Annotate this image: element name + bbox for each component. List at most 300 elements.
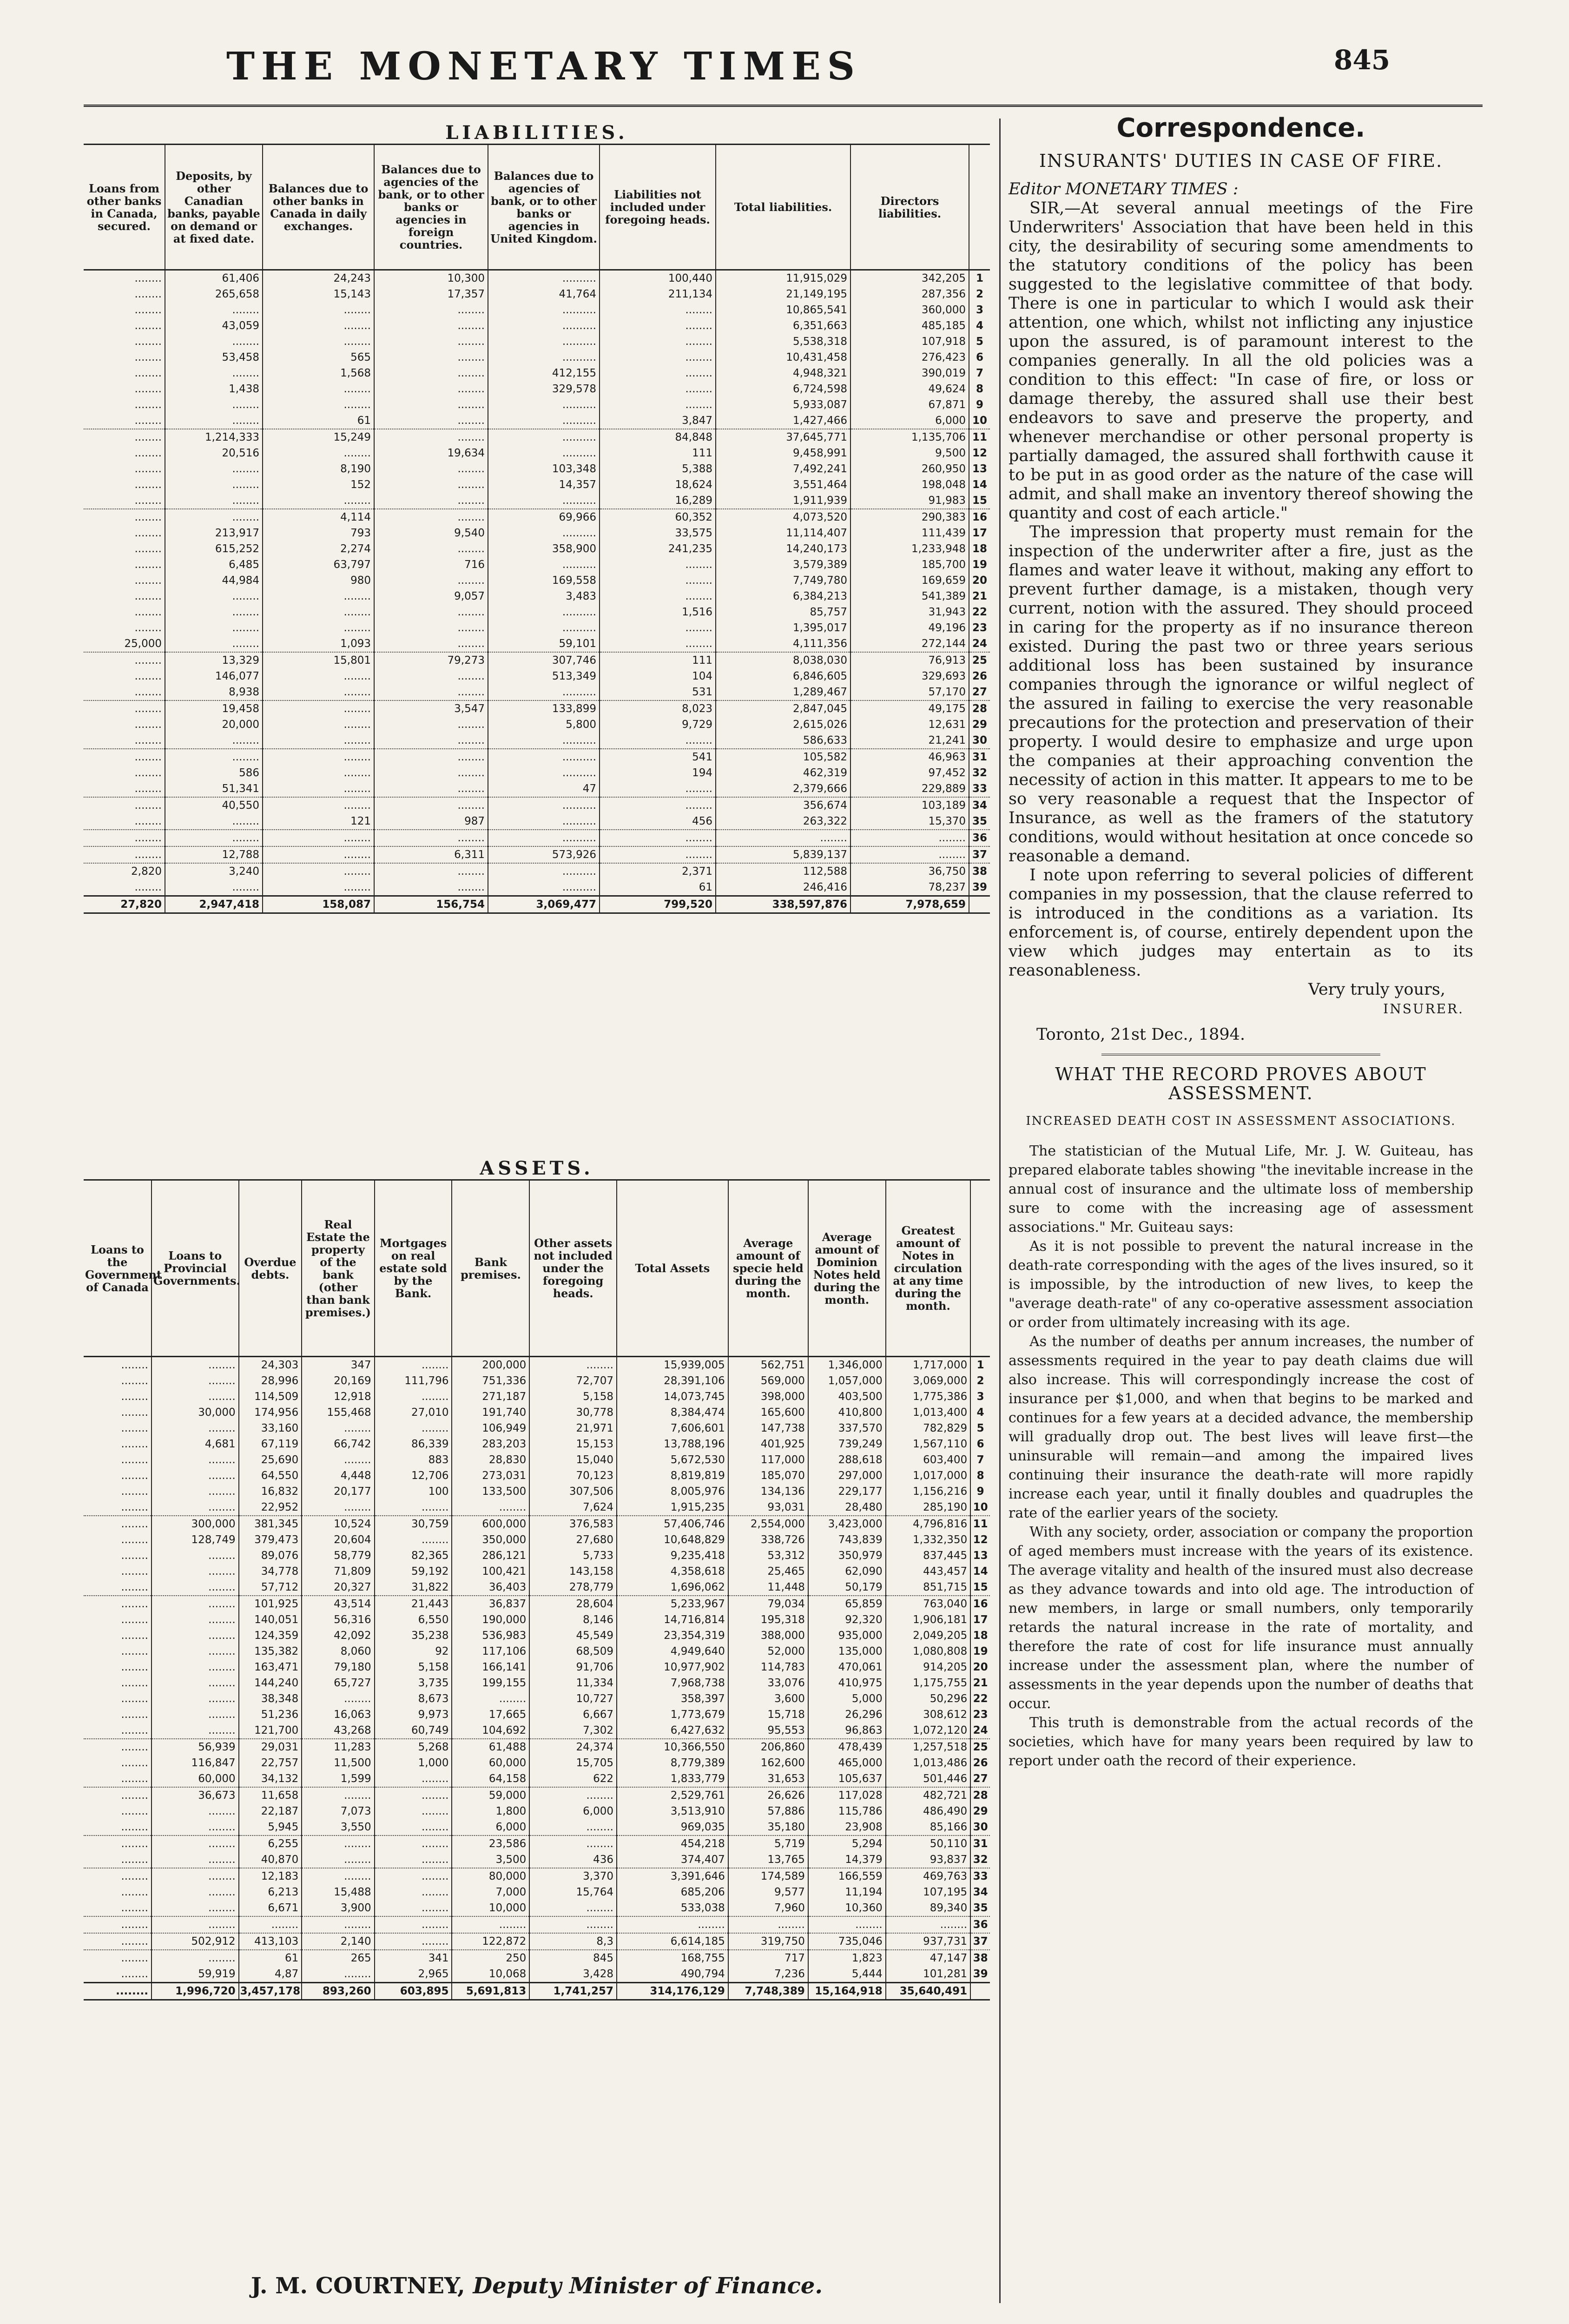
table-cell: 103,189 — [850, 797, 969, 813]
table-cell: 851,715 — [886, 1579, 970, 1596]
table-cell: ........ — [600, 318, 716, 334]
table-cell: 111,796 — [375, 1373, 452, 1389]
total-cell: 1,996,720 — [152, 1983, 239, 2000]
row-number: 13 — [970, 1548, 990, 1564]
table-cell: 329,693 — [850, 668, 969, 684]
article-title: WHAT THE RECORD PROVES ABOUT ASSESSMENT. — [1055, 1064, 1427, 1103]
table-cell: ........ — [374, 365, 488, 381]
table-cell: ........ — [152, 1852, 239, 1868]
table-row — [84, 493, 990, 509]
table-cell: ........ — [121, 1902, 148, 1914]
table-cell: 3,391,646 — [617, 1868, 728, 1884]
table-cell: 49,175 — [850, 700, 969, 717]
table-cell: ........ — [134, 527, 162, 539]
table-row — [84, 1868, 990, 1884]
table-cell: 356,674 — [716, 797, 850, 813]
table-row — [84, 1933, 990, 1950]
table-cell: 15,143 — [263, 286, 374, 302]
table-cell: 42,092 — [302, 1628, 374, 1644]
footer-name: J. M. COURTNEY, — [251, 2273, 465, 2299]
table-cell: 501,446 — [886, 1771, 970, 1787]
table-row — [84, 1723, 990, 1739]
table-cell: 213,917 — [165, 525, 263, 541]
assets-column-header: Overdue debts. — [239, 1180, 302, 1357]
table-cell: 169,659 — [850, 573, 969, 588]
table-row — [84, 1884, 990, 1900]
liabilities-column-header: Balances due to agencies of bank, or to other banks or agencies in United Kingdom. — [488, 145, 600, 270]
table-cell: 9,057 — [374, 588, 488, 604]
total-cell: 3,069,477 — [488, 896, 600, 913]
table-cell: 111,439 — [850, 525, 969, 541]
table-cell: ........ — [121, 1693, 148, 1705]
assets-column-header: Average amount of specie held during the month. — [728, 1180, 808, 1357]
row-number: 25 — [970, 1739, 990, 1755]
table-row — [84, 1484, 990, 1499]
table-cell: ........ — [374, 397, 488, 413]
table-cell: ........ — [134, 399, 162, 411]
table-row — [84, 620, 990, 636]
table-cell: 68,509 — [529, 1644, 617, 1659]
table-cell: 79,180 — [302, 1659, 374, 1675]
table-cell: 33,575 — [600, 525, 716, 541]
table-cell: 101,281 — [886, 1966, 970, 1983]
table-cell: ........ — [263, 700, 374, 717]
row-number: 6 — [970, 1436, 990, 1452]
table-cell: 29,031 — [239, 1739, 302, 1755]
table-cell: 43,268 — [302, 1723, 374, 1739]
table-cell: 85,166 — [886, 1819, 970, 1835]
table-cell: 10,977,902 — [617, 1659, 728, 1675]
table-cell: 6,614,185 — [617, 1933, 728, 1950]
table-cell: 105,637 — [808, 1771, 886, 1787]
table-cell: ........ — [134, 719, 162, 731]
table-cell: 79,034 — [728, 1596, 808, 1612]
table-cell: .......... — [488, 270, 600, 287]
table-cell: 24,374 — [529, 1739, 617, 1755]
table-cell: ........ — [84, 1596, 152, 1612]
table-cell: 1,800 — [452, 1803, 529, 1819]
table-cell: 5,945 — [239, 1819, 302, 1835]
table-cell: 5,000 — [808, 1691, 886, 1707]
table-row — [84, 684, 990, 700]
table-cell: ........ — [121, 1422, 148, 1434]
table-cell: ........ — [263, 749, 374, 765]
table-cell: ........ — [165, 879, 263, 896]
table-cell: 288,618 — [808, 1452, 886, 1468]
total-cell: 15,164,918 — [808, 1983, 886, 2000]
table-cell: 117,106 — [452, 1644, 529, 1659]
table-cell: 5,233,967 — [617, 1596, 728, 1612]
table-cell: ........ — [302, 1499, 374, 1516]
table-cell: 155,468 — [302, 1405, 374, 1420]
table-cell: ........ — [152, 1707, 239, 1723]
table-cell: 10,524 — [302, 1516, 374, 1532]
row-number: 23 — [970, 1707, 990, 1723]
row-number: 13 — [969, 461, 990, 477]
table-row — [84, 1659, 990, 1675]
table-cell: ........ — [134, 686, 162, 698]
assets-column-header: Total Assets — [617, 1180, 728, 1357]
table-cell: 6,000 — [452, 1819, 529, 1835]
table-cell: ........ — [84, 509, 165, 525]
row-number: 24 — [970, 1723, 990, 1739]
footer-title: Deputy Minister of Finance. — [473, 2273, 823, 2299]
table-cell: ........ — [84, 1950, 152, 1966]
row-number: 21 — [970, 1675, 990, 1691]
table-cell: ........ — [165, 749, 263, 765]
table-cell: 338,726 — [728, 1532, 808, 1548]
table-cell: 11,194 — [808, 1884, 886, 1900]
table-cell: 10,648,829 — [617, 1532, 728, 1548]
table-cell: 107,918 — [850, 334, 969, 350]
table-cell: 8,146 — [529, 1612, 617, 1628]
row-number: 16 — [969, 509, 990, 525]
table-cell: 3,500 — [452, 1852, 529, 1868]
table-cell: ........ — [121, 1724, 148, 1736]
table-cell: 485,185 — [850, 318, 969, 334]
table-cell: ........ — [375, 1916, 452, 1933]
table-cell: 573,926 — [488, 846, 600, 863]
table-row — [84, 445, 990, 461]
row-number: 4 — [970, 1405, 990, 1420]
table-cell: ........ — [121, 1550, 148, 1562]
table-cell: ........ — [152, 1819, 239, 1835]
table-cell: 86,339 — [375, 1436, 452, 1452]
total-cell: 7,978,659 — [850, 896, 969, 913]
table-cell: 194 — [600, 765, 716, 781]
table-cell: 69,966 — [488, 509, 600, 525]
table-row — [84, 1499, 990, 1516]
table-row — [84, 863, 990, 879]
table-cell: 376,583 — [529, 1516, 617, 1532]
table-cell: 11,114,407 — [716, 525, 850, 541]
table-cell: 465,000 — [808, 1755, 886, 1771]
table-row — [84, 733, 990, 749]
table-cell: 40,550 — [165, 797, 263, 813]
table-cell: 5,800 — [488, 717, 600, 733]
row-number: 7 — [969, 365, 990, 381]
table-cell: 57,712 — [239, 1579, 302, 1596]
table-cell: 6,671 — [239, 1900, 302, 1916]
table-cell: 174,589 — [728, 1868, 808, 1884]
correspondence-heading: Correspondence. — [1116, 113, 1365, 143]
table-cell: 793 — [263, 525, 374, 541]
table-cell: ........ — [263, 781, 374, 797]
table-cell: 250 — [452, 1950, 529, 1966]
table-cell: 106,949 — [452, 1420, 529, 1436]
table-cell: 61 — [263, 413, 374, 429]
table-cell: ........ — [84, 429, 165, 445]
table-cell: 10,000 — [452, 1900, 529, 1916]
table-row — [84, 286, 990, 302]
table-cell: 60,000 — [452, 1755, 529, 1771]
table-cell: ........ — [121, 1661, 148, 1673]
table-cell: ........ — [600, 381, 716, 397]
row-number: 22 — [969, 604, 990, 620]
table-cell: ........ — [263, 620, 374, 636]
row-number: 12 — [969, 445, 990, 461]
liabilities-column-header: Balances due to other banks in Canada in daily exchanges. — [263, 145, 374, 270]
table-cell: ........ — [165, 588, 263, 604]
table-cell: ........ — [121, 1534, 148, 1546]
table-cell: 482,721 — [886, 1787, 970, 1803]
table-cell: 1,911,939 — [716, 493, 850, 509]
table-cell: ........ — [121, 1805, 148, 1817]
table-cell: 60,000 — [152, 1771, 239, 1787]
table-cell: 490,794 — [617, 1966, 728, 1983]
table-row — [84, 1755, 990, 1771]
table-cell: ........ — [152, 1357, 239, 1373]
table-cell: 5,388 — [600, 461, 716, 477]
table-cell: ........ — [84, 830, 165, 846]
table-cell: 195,318 — [728, 1612, 808, 1628]
table-cell: ........ — [165, 733, 263, 749]
table-cell: 443,457 — [886, 1564, 970, 1579]
table-row — [84, 830, 990, 846]
table-cell: 50,296 — [886, 1691, 970, 1707]
table-cell: 8,005,976 — [617, 1484, 728, 1499]
table-cell: 38,348 — [239, 1691, 302, 1707]
table-cell: 49,624 — [850, 381, 969, 397]
table-row — [84, 781, 990, 797]
table-cell: 34,132 — [239, 1771, 302, 1787]
assets-table — [84, 1179, 990, 2000]
table-cell: ........ — [600, 588, 716, 604]
liabilities-column-header: Directors liabilities. — [850, 145, 969, 270]
table-cell: 565 — [263, 350, 374, 365]
assets-column-header: Average amount of Dominion Notes held during the month. — [808, 1180, 886, 1357]
row-number: 38 — [970, 1950, 990, 1966]
table-cell: 6,255 — [239, 1835, 302, 1852]
table-cell: ........ — [600, 636, 716, 652]
table-cell: 502,912 — [152, 1933, 239, 1950]
table-row — [84, 1516, 990, 1532]
table-cell: 8,384,474 — [617, 1405, 728, 1420]
table-cell: 4,114 — [263, 509, 374, 525]
table-cell: ........ — [600, 397, 716, 413]
table-cell: 1,915,235 — [617, 1499, 728, 1516]
table-cell: 26,296 — [808, 1707, 886, 1723]
total-cell: 158,087 — [263, 896, 374, 913]
table-cell: 3,240 — [165, 863, 263, 879]
table-cell: 22,187 — [239, 1803, 302, 1819]
table-cell: ........ — [452, 1916, 529, 1933]
liabilities-column-header: Loans from other banks in Canada, secured. — [86, 181, 162, 233]
table-cell: 144,240 — [239, 1675, 302, 1691]
table-row — [84, 334, 990, 350]
table-cell: 7,606,601 — [617, 1420, 728, 1436]
liabilities-row-number-header — [969, 145, 990, 270]
table-cell: 360,000 — [850, 302, 969, 318]
table-row — [84, 1564, 990, 1579]
table-cell: ........ — [121, 1757, 148, 1769]
table-cell: 14,240,173 — [716, 541, 850, 557]
liabilities-section — [84, 122, 990, 914]
table-cell: .......... — [488, 733, 600, 749]
table-cell: 541 — [600, 749, 716, 765]
table-cell: ........ — [152, 1612, 239, 1628]
liabilities-column-header: Liabilities not included under foregoing heads. — [600, 145, 716, 270]
table-cell: ........ — [302, 1452, 374, 1468]
table-row — [84, 636, 990, 652]
table-cell: 97,452 — [850, 765, 969, 781]
table-cell: 401,925 — [728, 1436, 808, 1452]
table-cell: ........ — [121, 1821, 148, 1833]
row-number: 11 — [970, 1516, 990, 1532]
table-cell: 1,156,216 — [886, 1484, 970, 1499]
table-cell: ........ — [263, 397, 374, 413]
table-cell: ........ — [263, 684, 374, 700]
table-cell: 206,860 — [728, 1739, 808, 1755]
table-cell: 53,458 — [165, 350, 263, 365]
table-cell: ........ — [600, 733, 716, 749]
row-number: 8 — [969, 381, 990, 397]
table-cell: 3,551,464 — [716, 477, 850, 493]
table-cell: ........ — [529, 1357, 617, 1373]
table-cell: 622 — [529, 1771, 617, 1787]
table-cell: 116,847 — [152, 1755, 239, 1771]
table-cell: ........ — [121, 1709, 148, 1721]
table-cell: 21,149,195 — [716, 286, 850, 302]
table-cell: 2,371 — [600, 863, 716, 879]
liabilities-title: LIABILITIES. — [445, 122, 628, 144]
table-cell: ........ — [152, 1868, 239, 1884]
table-row — [84, 461, 990, 477]
table-row — [84, 1691, 990, 1707]
table-cell: 152 — [263, 477, 374, 493]
table-cell: 23,908 — [808, 1819, 886, 1835]
total-cell: 893,260 — [302, 1983, 374, 2000]
table-row — [84, 1852, 990, 1868]
table-cell: .......... — [488, 397, 600, 413]
table-cell: 10,431,458 — [716, 350, 850, 365]
table-cell: 7,000 — [452, 1884, 529, 1900]
liabilities-column-header: Total liabilities. — [716, 145, 850, 270]
table-cell: 65,727 — [302, 1675, 374, 1691]
table-cell: .......... — [488, 525, 600, 541]
table-cell: 35,238 — [375, 1628, 452, 1644]
table-cell: 273,031 — [452, 1468, 529, 1484]
table-cell: 25,465 — [728, 1564, 808, 1579]
table-cell: .......... — [488, 797, 600, 813]
table-cell: ........ — [263, 318, 374, 334]
table-cell: 53,312 — [728, 1548, 808, 1564]
table-row — [84, 1675, 990, 1691]
row-number: 34 — [970, 1884, 990, 1900]
table-cell: 347 — [302, 1357, 374, 1373]
table-cell: 290,383 — [850, 509, 969, 525]
table-cell: 454,218 — [617, 1835, 728, 1852]
table-cell: 410,800 — [808, 1405, 886, 1420]
table-cell: 5,839,137 — [716, 846, 850, 863]
table-cell: 35,180 — [728, 1819, 808, 1835]
assets-column-header: Other assets not included under the foregoing heads. — [529, 1180, 617, 1357]
table-cell: ........ — [302, 1966, 374, 1983]
table-cell: ........ — [152, 1452, 239, 1468]
row-number: 11 — [969, 429, 990, 445]
table-row — [84, 668, 990, 684]
table-cell: 9,540 — [374, 525, 488, 541]
table-cell: ........ — [152, 1548, 239, 1564]
table-cell: ........ — [374, 797, 488, 813]
table-cell: 3,600 — [728, 1691, 808, 1707]
table-cell: ........ — [600, 302, 716, 318]
table-cell: 59,192 — [375, 1564, 452, 1579]
table-row — [84, 397, 990, 413]
table-cell: 61 — [600, 879, 716, 896]
table-cell: 51,341 — [165, 781, 263, 797]
table-cell: 337,570 — [808, 1420, 886, 1436]
table-cell: ........ — [263, 668, 374, 684]
totals-row — [84, 1983, 990, 2000]
table-cell: 3,069,000 — [886, 1373, 970, 1389]
table-cell: ........ — [375, 1771, 452, 1787]
table-cell: 562,751 — [728, 1357, 808, 1373]
table-row — [84, 1771, 990, 1787]
table-cell: ........ — [134, 367, 162, 379]
table-cell: ........ — [134, 495, 162, 507]
table-cell: 1,717,000 — [886, 1357, 970, 1373]
table-cell: 5,294 — [808, 1835, 886, 1852]
table-cell: ........ — [152, 1691, 239, 1707]
table-cell: 36,403 — [452, 1579, 529, 1596]
table-row — [84, 588, 990, 604]
table-cell: 166,141 — [452, 1659, 529, 1675]
table-cell: 2,615,026 — [716, 717, 850, 733]
table-cell: 531 — [600, 684, 716, 700]
table-cell: 413,103 — [239, 1933, 302, 1950]
table-cell: ........ — [375, 1884, 452, 1900]
table-cell: ........ — [375, 1420, 452, 1436]
table-row — [84, 797, 990, 813]
table-cell: 22,757 — [239, 1755, 302, 1771]
table-cell: 64,158 — [452, 1771, 529, 1787]
table-cell: 4,681 — [152, 1436, 239, 1452]
table-cell: ........ — [600, 573, 716, 588]
table-cell: ........ — [152, 1803, 239, 1819]
table-cell: 27,010 — [375, 1405, 452, 1420]
row-number: 27 — [969, 684, 990, 700]
table-cell: 15,249 — [263, 429, 374, 445]
table-cell: 285,190 — [886, 1499, 970, 1516]
letter-paragraph: The impression that property must remain for the inspection of the underwriter after a fire, just as the flames and water leave it without, making any effort to prevent further damage, is a mistaken, though very current, notion with the assured. They should proceed in caring for the property as if no insurance thereon existed. During the past two or three years serious additional loss has been sustained by insurance companies through the ignorance or wilful neglect of the assured in failing to exercise the very reasonable precautions for the protection and preservation of their property. I would desire to emphasize and urge upon the companies at their approaching convention the necessity of action in this matter. It appears to me to be so very reasonable a request that the Inspector of Insurance, as well as the framers of the statutory conditions, would without hesitation at once concede so reasonable a demand. — [1009, 523, 1473, 865]
table-cell: ........ — [134, 622, 162, 634]
row-number: 39 — [969, 879, 990, 896]
table-cell: ........ — [121, 1968, 148, 1980]
table-cell: 8,3 — [529, 1933, 617, 1950]
table-cell: 93,837 — [886, 1852, 970, 1868]
table-cell: ........ — [134, 574, 162, 587]
table-cell: ........ — [374, 413, 488, 429]
table-cell: ........ — [134, 559, 162, 571]
table-cell: 3,423,000 — [808, 1516, 886, 1532]
total-cell: 5,691,813 — [452, 1983, 529, 2000]
table-cell: 1,906,181 — [886, 1612, 970, 1628]
table-cell: 12,918 — [302, 1389, 374, 1405]
table-cell: 5,538,318 — [716, 334, 850, 350]
table-row — [84, 1420, 990, 1436]
table-cell: 100 — [375, 1484, 452, 1499]
table-cell: 6,351,663 — [716, 318, 850, 334]
total-cell: 603,895 — [375, 1983, 452, 2000]
table-cell: 12,631 — [850, 717, 969, 733]
total-cell: 3,457,178 — [239, 1983, 302, 2000]
table-cell: ........ — [165, 477, 263, 493]
table-cell: 229,177 — [808, 1484, 886, 1499]
table-cell: 4,111,356 — [716, 636, 850, 652]
table-cell: 1,332,350 — [886, 1532, 970, 1548]
totals-row — [84, 896, 990, 913]
